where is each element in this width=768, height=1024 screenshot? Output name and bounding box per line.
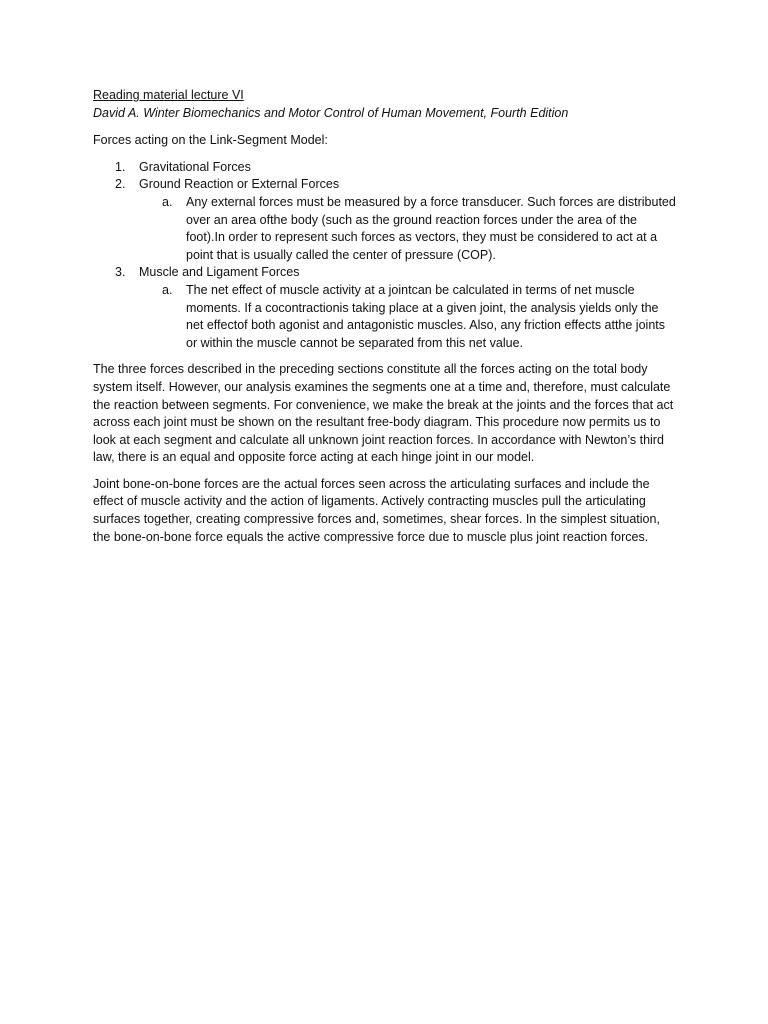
sub-list-letter: a.: [162, 194, 173, 209]
list-item: [93, 264, 677, 352]
list-item-text: Ground Reaction or External Forces: [139, 177, 340, 192]
list-item-text: Muscle and Ligament Forces: [139, 265, 300, 280]
sub-list-item: [139, 194, 677, 264]
sub-list-text: The net effect of muscle activity at a jointcan be calculated in terms of net muscle moments. If a cocontractionis taking place at a given joint, the analysis yields only the net effectof both agonist and antagonistic muscles. Also, any friction effects atthe joints or within the muscle cannot be separated from this net value.: [186, 282, 665, 350]
sub-list-text: Any external forces must be measured by a force transducer. Such forces are distributed over an area ofthe body (such as the ground reaction forces under the area of the foot).In order to represent such forces as vectors, they must be considered to act at a point that is usually called the center of pressure (COP).: [186, 194, 676, 262]
document-body: [93, 87, 677, 555]
list-item-number: 1.: [115, 159, 126, 174]
list-item-number: 3.: [115, 265, 126, 280]
sub-list: [139, 282, 677, 352]
sub-list-item: [139, 282, 677, 352]
sub-list: [139, 194, 677, 264]
intro-text: Forces acting on the Link-Segment Model:: [93, 133, 328, 148]
list-item-text: Gravitational Forces: [139, 159, 251, 174]
body-paragraph: The three forces described in the preceding sections constitute all the forces acting on the total body system itself. However, our analysis examines the segments one at a time and, therefore, must calculate the reaction between segments. For convenience, we make the break at the joints and the forces that act across each joint must be shown on the resultant free-body diagram. This procedure now permits us to look at each segment and calculate all unknown joint reaction forces. In accordance with Newton’s third law, there is an equal and opposite force acting at each hinge joint in our model.: [93, 362, 674, 465]
document-subtitle: David A. Winter Biomechanics and Motor Control of Human Movement, Fourth Edition: [93, 105, 569, 120]
list-item: [93, 159, 677, 177]
sub-list-letter: a.: [162, 282, 173, 297]
list-item-number: 2.: [115, 177, 126, 192]
list-item: [93, 176, 677, 264]
document-title: Reading material lecture VI: [93, 88, 244, 102]
forces-list: [93, 159, 677, 353]
body-paragraph: Joint bone-on-bone forces are the actual forces seen across the articulating surfaces and include the effect of muscle activity and the action of ligaments. Actively contracting muscles pull the articulating surfaces together, creating compressive forces and, sometimes, shear forces. In the simplest situation, the bone-on-bone force equals the active compressive force due to muscle plus joint reaction forces.: [93, 476, 660, 544]
